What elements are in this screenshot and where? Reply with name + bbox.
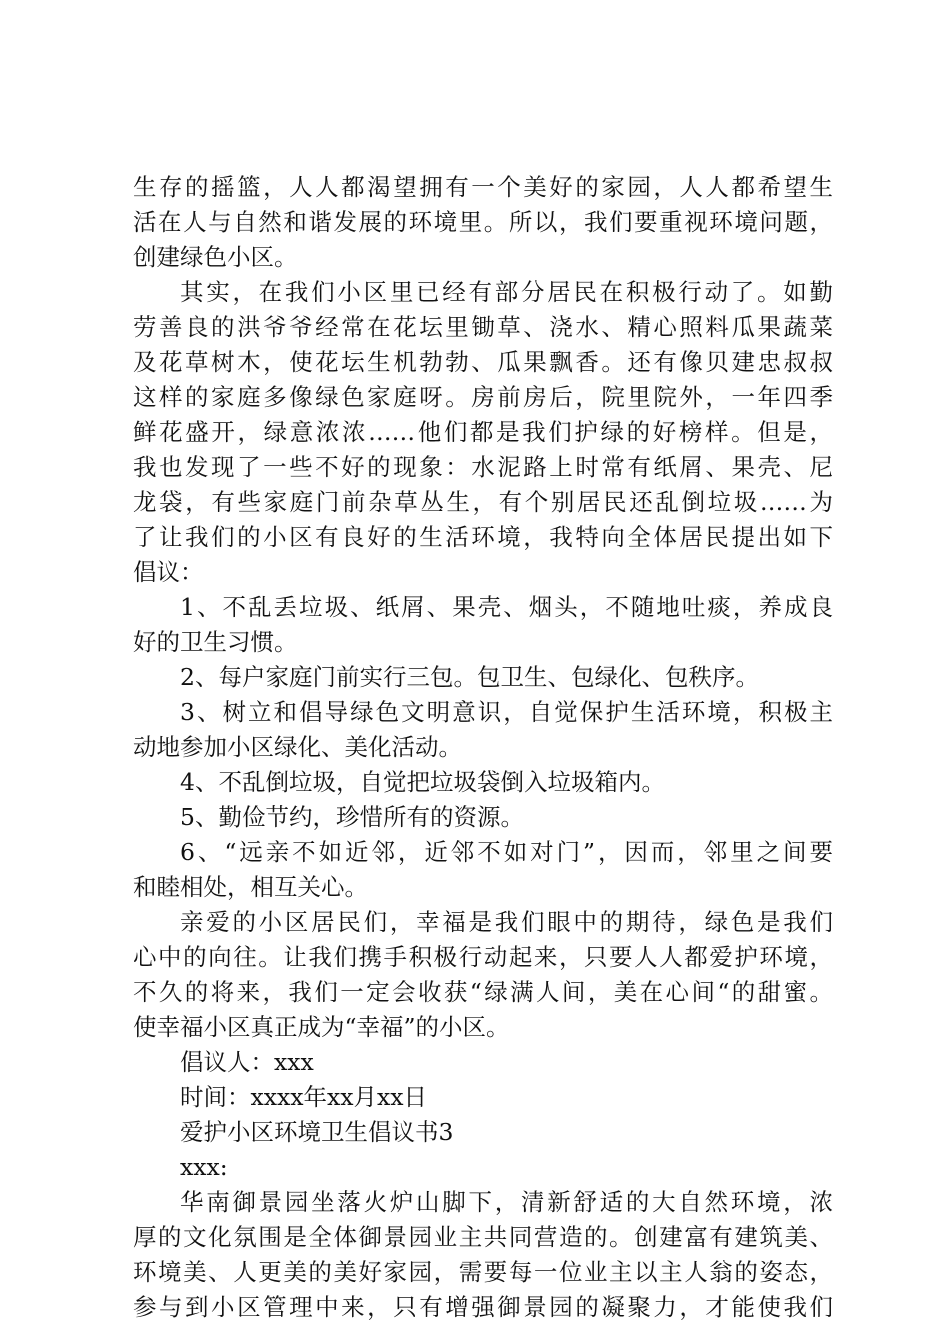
text-line: 好的卫生习惯。 [133,628,298,656]
text-line: 环境美、人更美的美好家园，需要每一位业主以主人翁的姿态， [133,1258,833,1286]
text-line: 亲爱的小区居民们，幸福是我们眼中的期待，绿色是我们 [180,908,833,936]
text-line: 5、勤俭节约，珍惜所有的资源。 [180,803,524,831]
text-line: 华南御景园坐落火炉山脚下，清新舒适的大自然环境，浓 [180,1188,833,1216]
text-line: 倡议人：xxx [180,1048,314,1076]
text-line: 厚的文化氛围是全体御景园业主共同营造的。创建富有建筑美、 [133,1223,833,1251]
text-line: 参与到小区管理中来，只有增强御景园的凝聚力，才能使我们 [133,1293,833,1321]
text-line: 心中的向往。让我们携手积极行动起来，只要人人都爱护环境， [133,943,833,971]
text-line: 了让我们的小区有良好的生活环境，我特向全体居民提出如下 [133,523,833,551]
text-line: 4、不乱倒垃圾，自觉把垃圾袋倒入垃圾箱内。 [180,768,665,796]
text-line: 鲜花盛开，绿意浓浓……他们都是我们护绿的好榜样。但是， [133,418,833,446]
text-line: 这样的家庭多像绿色家庭呀。房前房后，院里院外，一年四季 [133,383,833,411]
text-line: 我也发现了一些不好的现象：水泥路上时常有纸屑、果壳、尼 [133,453,833,481]
text-line: 龙袋，有些家庭门前杂草丛生，有个别居民还乱倒垃圾……为 [133,488,833,516]
text-line: 创建绿色小区。 [133,243,298,271]
text-line: 活在人与自然和谐发展的环境里。所以，我们要重视环境问题， [133,208,833,236]
text-line: 其实，在我们小区里已经有部分居民在积极行动了。如勤 [180,278,833,306]
text-line: 倡议： [133,558,204,586]
text-line: 1、不乱丢垃圾、纸屑、果壳、烟头，不随地吐痰，养成良 [180,593,833,621]
text-line: 劳善良的洪爷爷经常在花坛里锄草、浇水、精心照料瓜果蔬菜 [133,313,833,341]
text-line: xxx: [180,1153,228,1181]
text-line: 6、“远亲不如近邻，近邻不如对门”，因而，邻里之间要 [180,838,833,866]
text-line: 3、树立和倡导绿色文明意识，自觉保护生活环境，积极主 [180,698,833,726]
text-line: 动地参加小区绿化、美化活动。 [133,733,462,761]
document-body [133,170,833,1325]
text-line: 时间：xxxx年xx月xx日 [180,1083,428,1111]
text-line: 不久的将来，我们一定会收获“绿满人间，美在心间“的甜蜜。 [133,978,833,1006]
text-line: 使幸福小区真正成为“幸福”的小区。 [133,1013,510,1041]
text-line: 2、每户家庭门前实行三包。包卫生、包绿化、包秩序。 [180,663,759,691]
text-line: 及花草树木，使花坛生机勃勃、瓜果飘香。还有像贝建忠叔叔 [133,348,833,376]
text-line: 和睦相处，相互关心。 [133,873,368,901]
text-line: 生存的摇篮，人人都渴望拥有一个美好的家园，人人都希望生 [133,173,833,201]
text-line: 爱护小区环境卫生倡议书3 [180,1118,454,1146]
